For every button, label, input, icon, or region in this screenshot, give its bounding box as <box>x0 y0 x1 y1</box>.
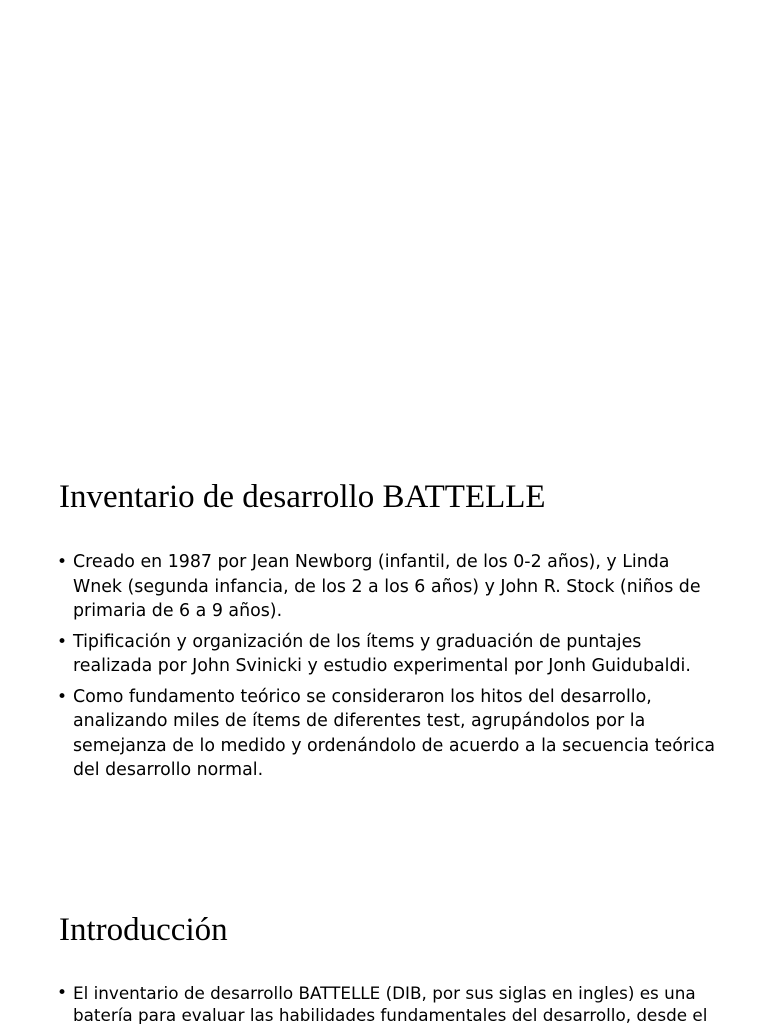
bullet-text: El inventario de desarrollo BATTELLE (DIB, por sus siglas en ingles) es una batería para evaluar las habilidades fundamentales del desarrollo, desde el <box>73 983 708 1024</box>
bullet-text: Creado en 1987 por Jean Newborg (infantil, de los 0-2 años), y Linda Wnek (segunda infancia, de los 2 a los 6 años) y John R. Stock (niños de primaria de 6 a 9 años). <box>73 552 701 621</box>
bullet-icon: • <box>57 686 68 707</box>
slide-introduccion <box>0 860 768 1024</box>
bullet-icon: • <box>57 552 68 572</box>
bullet-item <box>57 630 717 679</box>
bullet-text: Tipificación y organización de los ítems y graduación de puntajes realizada por John Svinicki y estudio experimental por Jonh Guidubaldi. <box>73 631 691 676</box>
bullet-item <box>57 983 717 1024</box>
slide-title: Introducción <box>59 912 228 948</box>
bullet-list <box>57 983 717 1024</box>
bullet-item <box>57 550 717 624</box>
bullet-text: Como fundamento teórico se consideraron los hitos del desarrollo, analizando miles de ítems de diferentes test, agrupándolos por la semejanza de lo medido y ordenándolo de acuerdo a la secuencia teórica del desarrollo normal. <box>73 686 716 780</box>
bullet-list <box>57 550 717 789</box>
slide-title: Inventario de desarrollo BATTELLE <box>59 479 546 515</box>
bullet-icon: • <box>57 983 68 1003</box>
bullet-icon: • <box>57 631 68 652</box>
bullet-item <box>57 685 717 783</box>
